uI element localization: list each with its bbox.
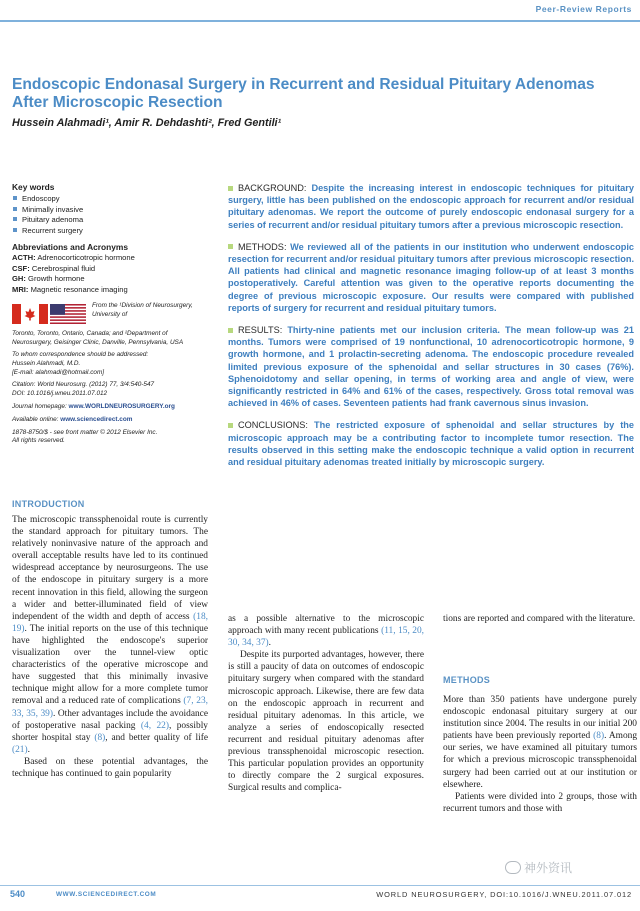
- introduction-paragraph: [228, 613, 424, 649]
- section-tag: Peer-Review Reports: [535, 4, 632, 14]
- available-online-label: Available online:: [12, 415, 59, 423]
- bullet-icon: [13, 217, 17, 221]
- citation-block: [12, 381, 208, 399]
- abstract-results: [228, 324, 634, 409]
- abbreviation-term: CSF:: [12, 263, 30, 273]
- body-text: . The initial reports on the use of this technique have highlighted the endoscope's superior visualization over the tunnel-view optic characteristics of the operative microscope and have suggested that this minimally invasive technique might allow for a more complete tumor removal and a reduced rate of complications: [12, 623, 208, 707]
- correspondence-line: To whom correspondence should be addressed:: [12, 351, 149, 358]
- abbreviation-definition: Growth hormone: [28, 274, 85, 283]
- keyword-item: [12, 226, 210, 237]
- citation-ref[interactable]: (7, 23, 33, 35, 39): [12, 696, 208, 719]
- chat-bubble-icon: [505, 861, 521, 874]
- abstract-text: The restricted exposure of sphenoidal and sellar structures by the microscopic approach may be a contributing factor to incomplete tumor resection. The results observed in this setting make the endoscopic technique a valid option in recurrent and residual pituitary adenomas treated initially by microscopic surgery.: [228, 420, 634, 468]
- article-title: Endoscopic Endonasal Surgery in Recurrent and Residual Pituitary Adenomas After Microscopic Resection: [12, 76, 595, 111]
- abstract-methods: [228, 241, 634, 314]
- abbreviations-heading: Abbreviations and Acronyms: [12, 242, 129, 252]
- bullet-icon: [13, 228, 17, 232]
- top-rule: [0, 20, 640, 22]
- body-text: . Other advantages include the avoidance of postoperative nasal packing: [12, 708, 208, 731]
- introduction-heading: INTRODUCTION: [12, 499, 85, 509]
- methods-body: [443, 694, 637, 815]
- abstract-text: We reviewed all of the patients in our institution who underwent endoscopic resection for recurrent and/or residual pituitary tumors after previous microscopic resection. All patients had clinical and magnetic resonance imaging follow-up of at least 3 months postoperatively. Careful attention was given to the operative reports documenting the degree of previous microscopic exposure. Our results were compared with published reports of surgery for recurrent and residual pituitary tumors.: [228, 241, 634, 313]
- citation-ref[interactable]: (11, 15, 20, 30, 34, 37): [228, 626, 425, 649]
- copyright-block: [12, 429, 208, 447]
- abstract: [228, 182, 634, 478]
- body-text: as a possible alternative to the microscopic approach with many recent publications: [228, 614, 424, 637]
- methods-paragraph: Patients were divided into 2 groups, those with recurrent tumors and those with: [443, 791, 637, 814]
- correspondence-email: [E-mail: alahmadi@hotmail.com]: [12, 368, 105, 376]
- abbreviation-definition: Adrenocorticotropic hormone: [37, 253, 135, 262]
- links-block: [12, 403, 208, 425]
- abbreviation-row: [12, 285, 210, 296]
- bullet-icon: [228, 423, 233, 428]
- bullet-icon: [13, 196, 17, 200]
- keyword-item: [12, 215, 210, 226]
- keywords-heading: Key words: [12, 182, 55, 192]
- keyword-text: Pituitary adenoma: [22, 215, 84, 224]
- copyright-line: 1878-8750/$ - see front matter © 2012 Elsevier Inc.: [12, 428, 158, 436]
- keyword-item: [12, 194, 210, 205]
- abstract-label: METHODS:: [238, 241, 287, 252]
- bullet-icon: [228, 328, 233, 333]
- bullet-icon: [228, 186, 233, 191]
- body-text: The microscopic transsphenoidal route is currently the standard approach for pituitary tumors. The relatively noninvasive nature of the approach and overall acceptable results have led to its continued widespread acceptance by neurosurgeons. The use of the endoscope in pituitary surgery is a more recent innovation in this field, allowing the surgeon a wider and better-illuminated field of view independent of the width and depth of access: [12, 515, 208, 622]
- citation-ref[interactable]: (4, 22): [140, 720, 169, 731]
- body-text: , possibly shorter hospital stay: [12, 720, 208, 743]
- citation-ref[interactable]: (8): [593, 731, 605, 742]
- abstract-label: BACKGROUND:: [238, 183, 307, 193]
- abbreviation-term: ACTH:: [12, 253, 36, 262]
- abstract-text: Thirty-nine patients met our inclusion criteria. The mean follow-up was 21 months. Tumors were comprised of 19 nonfunctional, 10 adrenocorticotropic hormone, 9 growth hormone, and 1 prolactin-secreting adenoma. The endoscopic procedure revealed limited previous exposure of the sphenoidal and sellar structures in 30 cases (76%). Sphenoidotomy and sellar opening, in terms of working area and angle of view, were significantly restricted in 64% and 61% of the cases, respectively. Gross total removal was achieved in 46% of cases. Seventeen patients had frank cavernous sinus invasion.: [228, 325, 634, 409]
- abstract-text: Despite the increasing interest in endoscopic techniques for pituitary surgery, little has been published on the endoscopic approach for recurrent and/or residual pituitary adenomas. We report the outcome of purely endoscopic endonasal surgery for a series of recurrent and/or residual pituitary tumors after a previous microscopic resection.: [228, 183, 634, 230]
- canada-flag-icon: [12, 304, 48, 324]
- abbreviation-term: MRI:: [12, 284, 29, 294]
- footer-rule: [0, 885, 640, 886]
- citation-ref[interactable]: (21): [12, 744, 28, 755]
- affiliation-text: From the ¹Division of Neurosurgery, University of: [92, 302, 193, 318]
- journal-homepage-label: Journal homepage:: [12, 402, 67, 410]
- body-text: , and better quality of life: [105, 732, 208, 743]
- citation-line: Citation: World Neurosurg. (2012) 77, 3/4:540-547: [12, 381, 155, 389]
- affiliation-flags: [12, 302, 210, 330]
- usa-flag-icon: [50, 304, 86, 324]
- keyword-text: Minimally invasive: [22, 204, 84, 214]
- abstract-background: [228, 182, 634, 231]
- body-column-2: [228, 613, 424, 794]
- body-text: .: [268, 638, 271, 649]
- abbreviation-row: [12, 264, 210, 275]
- body-text: .: [27, 744, 30, 755]
- abstract-label: CONCLUSIONS:: [238, 420, 308, 431]
- abbreviation-definition: Cerebrospinal fluid: [31, 263, 96, 273]
- methods-paragraph: [443, 694, 637, 791]
- introduction-paragraph: Despite its purported advantages, however, there is still a paucity of data on outcomes of endoscopic pituitary surgery when compared with the standard microscopic approach. Likewise, there are few data on the endoscopic approach in recurrent and residual pituitary adenomas. In this article, we analyze a series of endoscopically resected recurrent and residual pituitary adenomas after previous transsphenoidal microscopic resection. This particular population provides an opportunity to directly compare the 2 surgical exposures. Surgical results and complica-: [228, 650, 424, 794]
- citation-ref[interactable]: (8): [94, 732, 106, 743]
- affiliation-text-continued: Toronto, Toronto, Ontario, Canada; and ²Department of Neurosurgery, Geisinger Clinic, Danville, Pennsylvania, USA: [12, 330, 184, 346]
- doi-line: DOI: 10.1016/j.wneu.2011.07.012: [12, 390, 108, 398]
- body-column-1: [12, 514, 208, 780]
- available-online-row: [12, 416, 208, 425]
- journal-homepage-row: [12, 403, 208, 412]
- keyword-text: Endoscopy: [22, 194, 60, 203]
- abbreviation-term: GH:: [12, 274, 26, 283]
- abbreviation-row: [12, 274, 210, 285]
- abstract-conclusions: [228, 419, 634, 468]
- available-online-link[interactable]: www.sciencedirect.com: [60, 415, 133, 423]
- abstract-label: RESULTS:: [238, 325, 283, 336]
- footer-journal: WORLD NEUROSURGERY, DOI:10.1016/J.WNEU.2011.07.012: [376, 890, 632, 899]
- body-text: . Among our series, we have examined all pituitary tumors for which a previous microscopic transsphenoidal surgery had been carried out at our institution or elsewhere.: [443, 731, 638, 790]
- body-text: More than 350 patients have undergone purely endoscopic endonasal pituitary surgery at our institution since 2004. The results in our initial 200 patients have been previously reported: [443, 695, 637, 742]
- introduction-paragraph: Based on these potential advantages, the technique has continued to gain popularity: [12, 756, 208, 779]
- methods-heading: METHODS: [443, 675, 491, 685]
- body-column-3: [443, 613, 637, 625]
- abbreviation-definition: Magnetic resonance imaging: [30, 284, 128, 294]
- bullet-icon: [13, 207, 17, 211]
- keywords-list: [12, 194, 210, 236]
- introduction-paragraph: [12, 514, 208, 756]
- citation-ref[interactable]: (18, 19): [12, 611, 208, 634]
- bullet-icon: [228, 244, 233, 249]
- footer-url[interactable]: WWW.SCIENCEDIRECT.COM: [56, 891, 157, 898]
- watermark: [505, 859, 572, 876]
- keyword-item: [12, 205, 210, 216]
- copyright-line: All rights reserved.: [12, 437, 65, 445]
- article-authors: Hussein Alahmadi¹, Amir R. Dehdashti², Fred Gentili¹: [12, 117, 282, 129]
- correspondence-line: Hussein Alahmadi, M.D.: [12, 359, 81, 367]
- journal-homepage-link[interactable]: www.WORLDNEUROSURGERY.org: [68, 402, 175, 410]
- keyword-text: Recurrent surgery: [22, 225, 83, 235]
- article-sidebar: [12, 182, 210, 446]
- abbreviation-row: [12, 253, 210, 264]
- correspondence-block: [12, 351, 208, 377]
- watermark-text: 神外资讯: [524, 861, 573, 875]
- page-number: 540: [10, 889, 26, 899]
- introduction-paragraph: tions are reported and compared with the literature.: [443, 614, 636, 624]
